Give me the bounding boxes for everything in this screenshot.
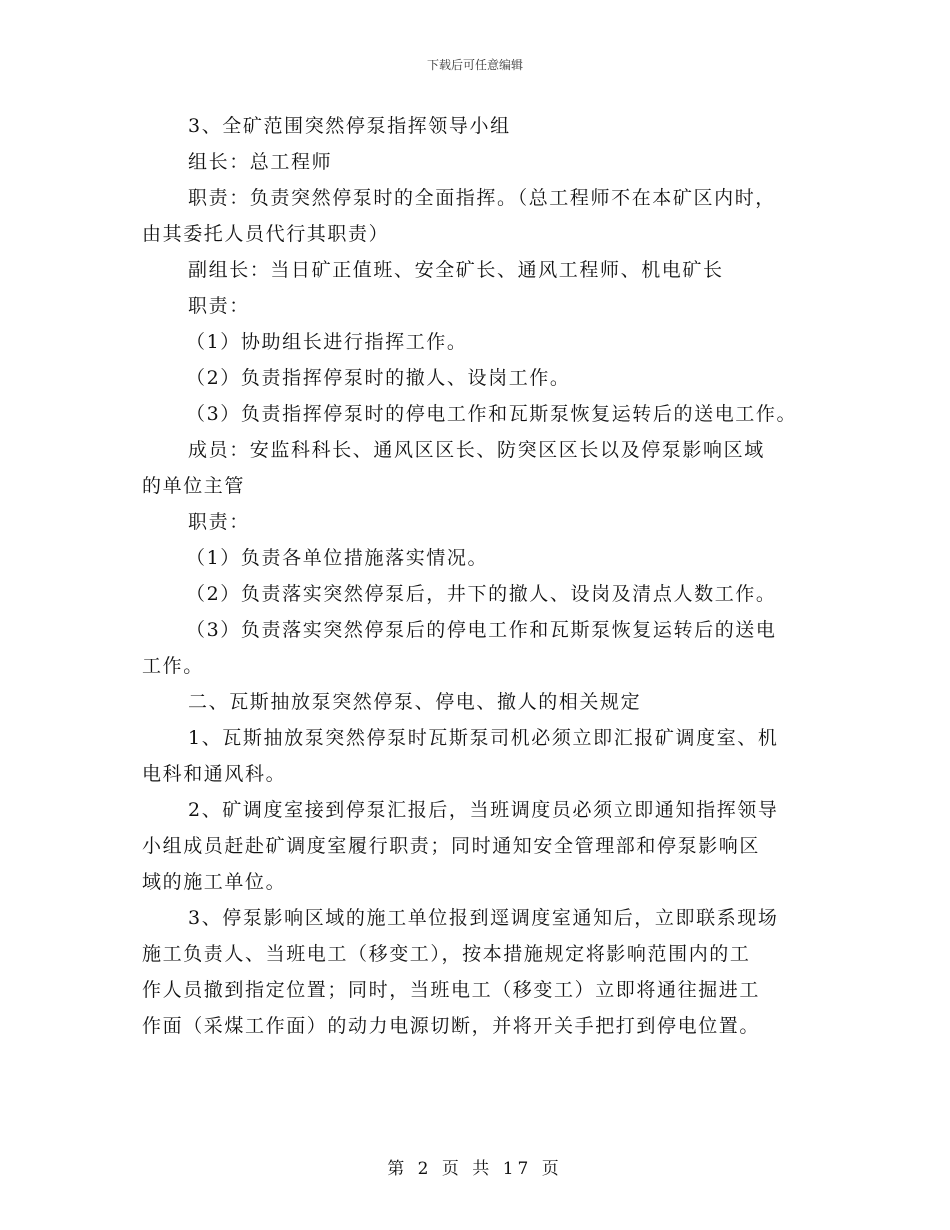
text-line: 副组长：当日矿正值班、安全矿长、通风工程师、机电矿长: [188, 259, 724, 281]
text-line: 域的施工单位。: [142, 871, 287, 893]
document-body: [142, 108, 822, 1044]
text-line: 二、瓦斯抽放泵突然停泵、停电、撤人的相关规定: [188, 691, 642, 713]
text-line: （3）负责指挥停泵时的停电工作和瓦斯泵恢复运转后的送电工作。: [186, 403, 798, 425]
text-line: 作面（采煤工作面）的动力电源切断，并将开关手把打到停电位置。: [142, 1015, 761, 1037]
text-line: 2、矿调度室接到停泵汇报后，当班调度员必须立即通知指挥领导: [188, 799, 779, 821]
text-line: 成员：安监科科长、通风区区长、防突区区长以及停泵影响区域: [188, 439, 765, 461]
text-line: 职责：: [188, 511, 250, 533]
text-line: 的单位主管: [142, 475, 246, 497]
text-line: 作人员撤到指定位置；同时，当班电工（移变工）立即将通往掘进工: [142, 979, 761, 1001]
text-line: （3）负责落实突然停泵后的停电工作和瓦斯泵恢复运转后的送电: [186, 619, 777, 641]
text-line: 小组成员赶赴矿调度室履行职责；同时通知安全管理部和停泵影响区: [142, 835, 761, 857]
text-line: 3、停泵影响区域的施工单位报到逕调度室通知后，立即联系现场: [188, 907, 779, 929]
text-line: 电科和通风科。: [142, 763, 287, 785]
text-line: 1、瓦斯抽放泵突然停泵时瓦斯泵司机必须立即汇报矿调度室、机: [188, 727, 779, 749]
text-line: （2）负责落实突然停泵后，井下的撤人、设岗及清点人数工作。: [186, 583, 777, 605]
text-line: （1）协助组长进行指挥工作。: [186, 331, 468, 353]
text-line: 施工负责人、当班电工（移变工），按本措施规定将影响范围内的工: [142, 943, 751, 965]
text-line: （2）负责指挥停泵时的撤人、设岗工作。: [186, 367, 571, 389]
page-number: 第 2 页 共 17 页: [387, 1159, 563, 1179]
text-line: 由其委托人员代行其职责）: [142, 223, 390, 245]
text-line: 组长：总工程师: [188, 151, 333, 173]
text-line: （1）负责各单位措施落实情况。: [186, 547, 489, 569]
text-line: 职责：负责突然停泵时的全面指挥。（总工程师不在本矿区内时，: [188, 187, 776, 209]
page-header-note: 下载后可任意编辑: [426, 58, 523, 72]
text-line: 职责：: [188, 295, 250, 317]
text-line: 3、全矿范围突然停泵指挥领导小组: [188, 115, 511, 137]
text-line: 工作。: [142, 655, 204, 677]
